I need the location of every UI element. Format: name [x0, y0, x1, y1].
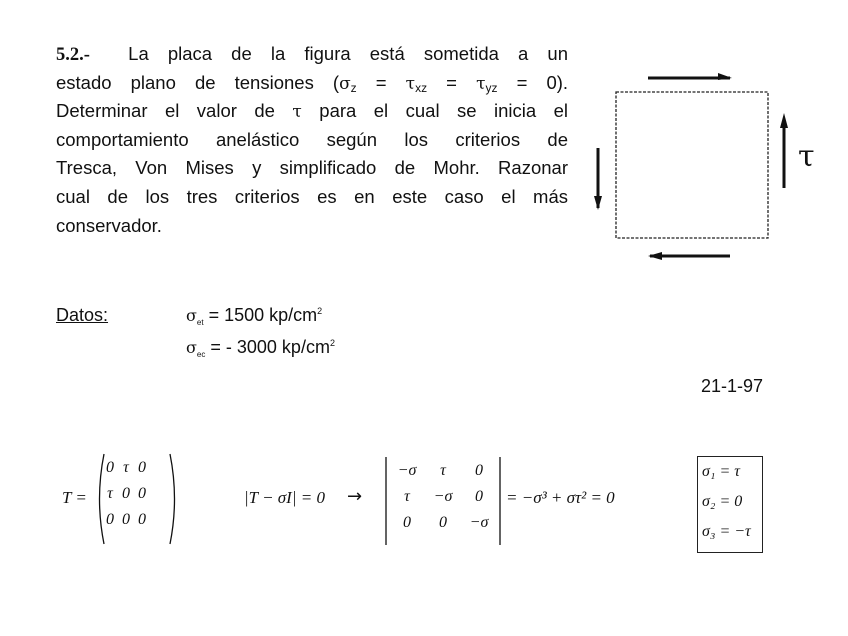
sigma3-result: σ₃ = −τ — [702, 523, 751, 540]
left-arrowhead — [594, 196, 602, 210]
shear-plate-figure — [590, 68, 830, 264]
datos-label: Datos: — [56, 305, 109, 325]
statement-line-5: Tresca, Von Mises y simplificado de Mohr. Razonar — [56, 157, 568, 179]
problem-statement — [56, 40, 568, 240]
principal-stresses-box — [697, 456, 763, 553]
datos-row-1: $\sigma_{et} = 1500$ $kp/cm^2$ — [186, 305, 323, 327]
sigma2-result: σ₂ = 0 — [702, 493, 743, 510]
tau-label: τ — [798, 139, 815, 174]
T-matrix: 0 τ 0 τ 0 0 0 0 0 — [106, 459, 146, 528]
T-label: T = — [62, 488, 87, 507]
statement-line-1: 5.2.- La placa de la figura está sometida a un — [56, 43, 569, 65]
bottom-arrowhead — [648, 252, 662, 260]
statement-line-4: comportamiento anelástico según los criterios de — [56, 128, 568, 150]
sigma1-result: σ₁ = τ — [702, 463, 740, 480]
statement-line-3: Determinar el valor de τ para el cual se inicia el — [56, 100, 569, 123]
characteristic-polynomial: = −σ³ + στ² = 0 — [506, 488, 615, 507]
statement-line-2: estado plano de tensiones $(\sigma_z = \tau_{xz} = \tau_{yz} = 0)$. — [56, 71, 569, 95]
right-arrowhead — [780, 113, 788, 128]
statement-line-6: cual de los tres criterios es en este caso el más — [56, 185, 568, 207]
determinant-equation: |T − σI| = 0 — [244, 488, 325, 507]
datos-row-2: $\sigma_{ec}$ = - 3000 $kp/cm^2$ — [186, 337, 335, 359]
problem-number: 5.2.- — [56, 45, 90, 65]
arrow-icon: → — [347, 486, 363, 507]
date-stamp: 21-1-97 — [701, 376, 764, 396]
det-matrix: −σ τ 0 τ −σ 0 0 0 −σ — [397, 462, 489, 531]
plate-square — [616, 92, 768, 238]
statement-line-7: conservador. — [56, 214, 162, 236]
